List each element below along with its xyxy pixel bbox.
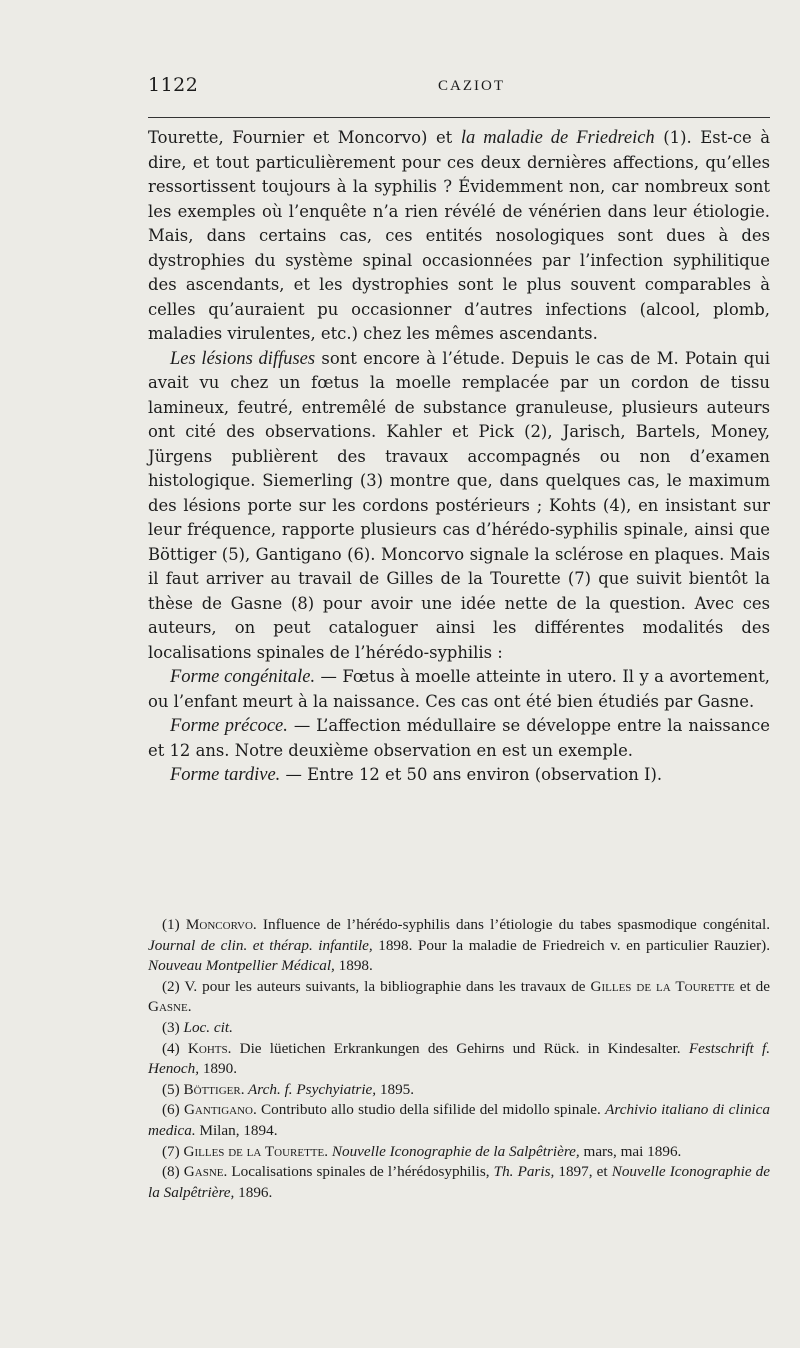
italic-run: Forme congénitale. <box>170 667 316 687</box>
footnote-3 <box>148 1018 770 1039</box>
text-run: Influence de l’hérédo-syphilis dans l’étiologie du tabes spasmodique congénital. <box>256 916 770 933</box>
paragraph-2 <box>148 347 770 666</box>
page-number: 1122 <box>148 74 199 96</box>
running-head <box>148 74 770 98</box>
italic-run: Forme tardive. <box>170 765 281 785</box>
text-run: Die lüetichen Erkrankungen des Gehirns und Rück. in Kindesalter. <box>231 1039 689 1057</box>
text-run: 1898. <box>334 957 373 975</box>
running-title: CAZIOT <box>438 78 505 94</box>
footnote-author: Kohts. <box>187 1039 232 1057</box>
footnote-journal: Journal de clin. et thérap. infantile, <box>148 936 373 954</box>
text-run: (1). Est-ce à dire, et tout particulièrement pour ces deux dernières affections, qu’elles ressortissent toujours à la syphilis ? Évidemment non, car nombreux sont les exemples où l’enquête n’a rien révélé de vénérien dans leur étiologie. Mais, dans certains cas, ces entités nosologiques sont dues à des dystrophies du système spinal occasionnées par l’infection syphilitique des ascendants, et les dystrophies sont le plus souvent comparables à celles qu’auraient pu occasionner d’autres infections (alcool, plomb, maladies virulentes, etc.) chez les mêmes ascendants. <box>148 128 770 343</box>
footnote-author: Moncorvo. <box>185 916 257 933</box>
footnote-number: (7) <box>162 1142 184 1160</box>
footnote-7 <box>148 1142 770 1163</box>
text-run: Contributo allo studio della sifilide del midollo spinale. <box>256 1101 606 1119</box>
footnote-number: (4) <box>162 1039 188 1057</box>
footnote-journal: Nouvelle Iconographie de la Salpêtrière, <box>148 1163 771 1201</box>
text-run: sont encore à l’étude. Depuis le cas de M. Potain qui avait vu chez un fœtus la moelle remplacée par un cordon de tissu lamineux, feutré, entremêlé de substance granuleuse, plusieurs auteurs ont cité des observations. Kahler et Pick (2), Jarisch, Bartels, Money, Jürgens publièrent des travaux accompagnés ou non d’examen histologique. Siemerling (3) montre que, dans quelques cas, le maximum des lésions porte sur les cordons postérieurs ; Kohts (4), en insistant sur leur fréquence, rapporte plusieurs cas d’hérédo-syphilis spinale, ainsi que Böttiger (5), Gantigano (6). Moncorvo signale la sclérose en plaques. Mais il faut arriver au travail de Gilles de la Tourette (7) que suivit bientôt la thèse de Gasne (8) pour avoir une idée nette de la question. Avec ces auteurs, on peut cataloguer ainsi les différentes modalités des localisations spinales de l’hérédo-syphilis : <box>148 348 770 662</box>
paragraph-5 <box>148 763 770 788</box>
paragraph-4 <box>148 714 770 763</box>
footnote-author: Gilles de la Tourette. <box>183 1142 329 1160</box>
footnote-8 <box>148 1162 770 1203</box>
footnotes <box>148 915 770 1203</box>
footnote-journal: Archivio italiano di clinica medica. <box>148 1101 770 1139</box>
text-run: Tourette, Fournier et Moncorvo) et <box>148 128 461 147</box>
footnote-journal: Arch. f. Psychyiatrie, <box>244 1080 377 1098</box>
footnote-number: (1) <box>162 916 186 933</box>
footnote-author: Böttiger. <box>183 1080 245 1098</box>
text-run: et de <box>734 977 770 995</box>
text-run: mars, mai 1896. <box>579 1142 682 1160</box>
footnote-number: (3) <box>162 1018 184 1036</box>
footnote-6 <box>148 1100 770 1141</box>
footnote-journal: Festschrift f. Henoch, <box>148 1039 770 1078</box>
footnote-number: (8) <box>162 1163 184 1181</box>
text-run: 1895. <box>376 1080 415 1098</box>
italic-run: la maladie de Friedreich <box>460 128 655 148</box>
main-text <box>148 126 770 788</box>
footnote-2 <box>148 977 770 1018</box>
footnote-author: Gilles de la Tourette <box>590 977 735 995</box>
footnote-number: (5) <box>162 1080 184 1098</box>
footnote-journal: Nouveau Montpellier Médical, <box>148 957 335 975</box>
text-run: Localisations spinales de l’hérédosyphilis, <box>227 1163 494 1181</box>
footnote-4 <box>148 1039 770 1080</box>
footnote-author: Gasne. <box>148 998 192 1016</box>
text-run: 1897, et <box>554 1163 612 1181</box>
italic-run: Les lésions diffuses <box>170 348 316 369</box>
paragraph-1 <box>148 126 770 347</box>
footnote-author: Gasne. <box>183 1163 228 1181</box>
text-run: — Entre 12 et 50 ans environ (observation I). <box>280 765 663 784</box>
footnote-5 <box>148 1080 770 1101</box>
footnote-1 <box>148 915 770 977</box>
footnote-number: (6) <box>162 1101 184 1119</box>
header-rule <box>148 117 770 118</box>
text-run: 1890. <box>199 1060 237 1078</box>
text-run: 1898. Pour la maladie de Friedreich v. en particulier Rauzier). <box>372 936 770 954</box>
paragraph-3 <box>148 665 770 714</box>
text-run: 1896. <box>234 1183 273 1201</box>
footnote-journal: Th. Paris, <box>493 1163 555 1181</box>
footnote-journal: Loc. cit. <box>183 1018 233 1036</box>
footnote-journal: Nouvelle Iconographie de la Salpêtrière, <box>328 1142 580 1160</box>
text-run: Milan, 1894. <box>195 1121 278 1139</box>
text-run: (2) V. pour les auteurs suivants, la bibliographie dans les travaux de <box>162 977 591 995</box>
footnote-author: Gantigano. <box>183 1101 257 1119</box>
italic-run: Forme précoce. <box>170 716 288 736</box>
text-run: — Fœtus à moelle atteinte in utero. Il y a avortement, ou l’enfant meurt à la naissance. Ces cas ont été bien étudiés par Gasne. <box>148 667 770 711</box>
text-run: — L’affection médullaire se développe entre la naissance et 12 ans. Notre deuxième observation en est un exemple. <box>148 716 770 760</box>
